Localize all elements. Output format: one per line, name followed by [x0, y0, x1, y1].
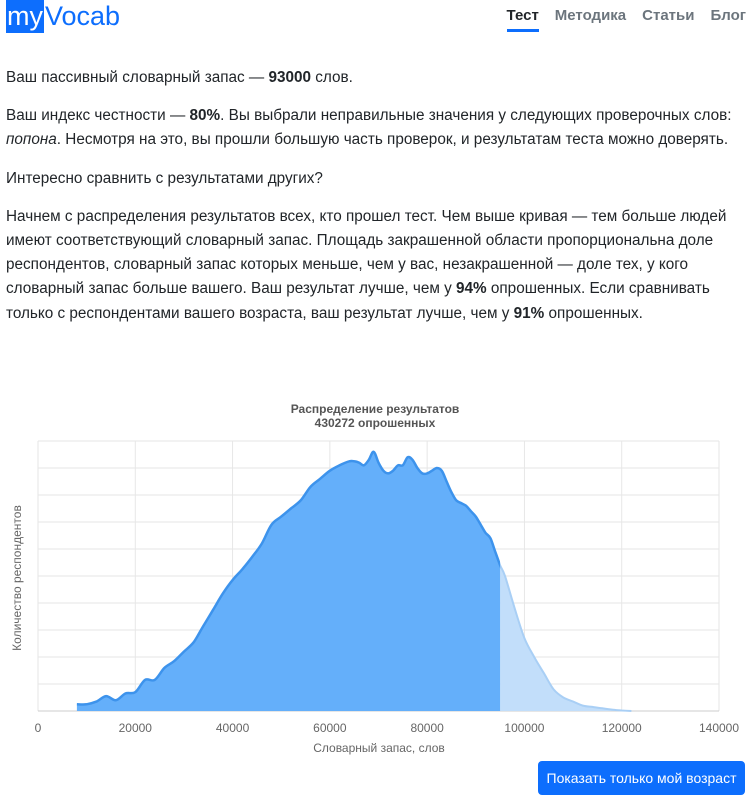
x-axis-label: Словарный запас, слов	[313, 741, 445, 755]
text-fragment: Ваш индекс честности —	[6, 107, 190, 125]
chart-title: Распределение результатов	[290, 402, 460, 416]
nav-item-blog[interactable]: Блог	[710, 7, 746, 24]
text-fragment: Ваш пассивный словарный запас —	[6, 69, 269, 86]
distribution-chart	[0, 395, 754, 765]
chart-areas	[77, 452, 632, 711]
chart-subtitle: 430272 опрошенных	[314, 416, 436, 430]
compare-question: Интересно сравнить с результатами других?	[6, 169, 323, 187]
x-tick-label: 80000	[410, 721, 444, 735]
text-fragment: . Вы выбрали неправильные значения у следующих проверочных слов:	[220, 107, 732, 125]
x-tick-label: 40000	[215, 721, 250, 735]
pct-age: 91%	[513, 304, 545, 322]
x-tick-label: 140000	[698, 721, 740, 735]
nav-item-methodology[interactable]: Методика	[554, 7, 627, 24]
y-axis-label: Количество респондентов	[10, 505, 24, 651]
text-fragment: . Несмотря на это, вы прошли большую часть проверок, и результатам теста можно доверять.	[56, 131, 729, 149]
nav-item-articles[interactable]: Статьи	[642, 7, 695, 24]
x-tick-label: 0	[34, 721, 42, 735]
honesty-paragraph	[6, 104, 746, 152]
vocab-size: 93000	[268, 69, 311, 86]
chart-svg	[0, 395, 754, 765]
logo-my: my	[7, 1, 43, 31]
wrong-word: попона	[6, 131, 57, 149]
vocab-paragraph	[6, 66, 746, 90]
nav-menu	[499, 0, 754, 32]
show-my-age-button[interactable]: Показать только мой возраст	[538, 761, 745, 795]
x-axis-ticks	[35, 721, 740, 735]
text-fragment: Начнем с распределения результатов всех, кто прошел тест. Чем выше кривая — тем больше людей имеют соответствующий словарный запас. Площадь закрашенной области пропорциональна доле респондентов, словарный запас которых меньше, чем у вас, незакрашенной — доле тех, у кого словарный запас больше вашего. Ваш результат лучше, чем у	[6, 207, 727, 298]
x-tick-label: 60000	[313, 721, 347, 735]
result-text	[6, 66, 746, 340]
text-fragment: слов.	[311, 69, 353, 86]
x-tick-label: 100000	[504, 721, 545, 735]
logo-vocab: Vocab	[45, 1, 121, 31]
x-tick-label: 20000	[118, 721, 152, 735]
pct-all: 94%	[456, 280, 487, 298]
nav-item-test[interactable]: Тест	[499, 0, 547, 32]
navbar	[0, 0, 754, 40]
text-fragment: опрошенных.	[544, 304, 643, 322]
x-tick-label: 120000	[601, 721, 642, 735]
logo[interactable]	[6, 0, 120, 33]
honesty-index: 80%	[189, 107, 221, 125]
text-fragment: опрошенных. Если сравнивать только с респондентами вашего возраста, ваш результат лучше, чем у	[6, 280, 710, 322]
distribution-paragraph	[6, 205, 746, 326]
